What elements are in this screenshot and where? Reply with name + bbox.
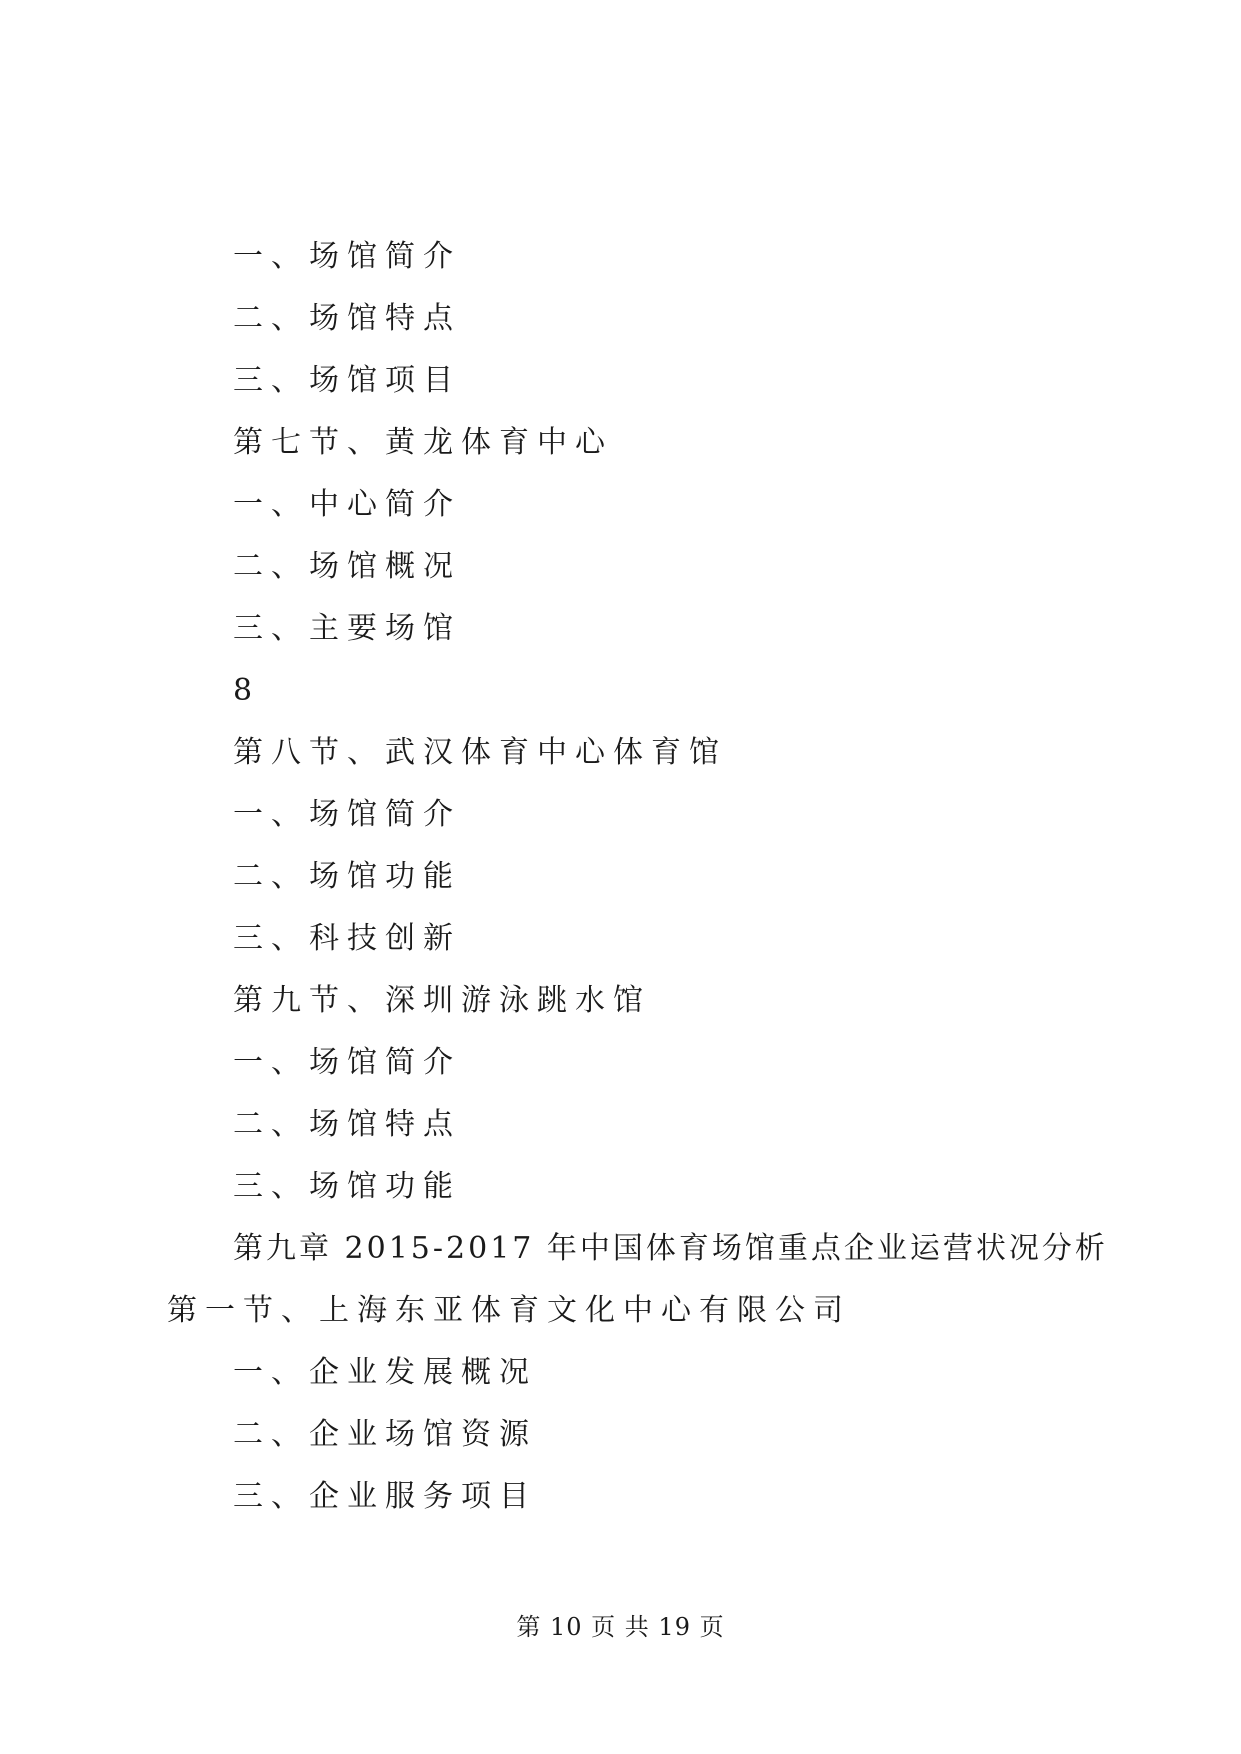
text-line: 二、企业场馆资源 — [233, 1417, 537, 1452]
text-line: 一、场馆简介 — [233, 1045, 461, 1080]
page-number-marker: 8 — [233, 673, 261, 708]
section-heading: 第七节、黄龙体育中心 — [233, 425, 613, 460]
text-line: 二、场馆概况 — [233, 549, 461, 584]
text-line: 三、企业服务项目 — [233, 1479, 537, 1514]
text-line: 一、场馆简介 — [233, 239, 461, 274]
text-line: 三、场馆项目 — [233, 363, 461, 398]
text-line: 一、场馆简介 — [233, 797, 461, 832]
section-heading: 第九节、深圳游泳跳水馆 — [233, 983, 651, 1018]
page-footer: 第 10 页 共 19 页 — [516, 1613, 725, 1641]
section-heading: 第八节、武汉体育中心体育馆 — [233, 735, 727, 770]
text-line: 二、场馆特点 — [233, 301, 461, 336]
text-line: 三、场馆功能 — [233, 1169, 461, 1204]
text-line: 二、场馆功能 — [233, 859, 461, 894]
chapter-heading: 第九章 2015-2017 年中国体育场馆重点企业运营状况分析 — [233, 1231, 1108, 1266]
text-line: 一、企业发展概况 — [233, 1355, 537, 1390]
section-heading: 第一节、上海东亚体育文化中心有限公司 — [167, 1293, 851, 1328]
text-line: 二、场馆特点 — [233, 1107, 461, 1142]
text-line: 三、科技创新 — [233, 921, 461, 956]
text-line: 一、中心简介 — [233, 487, 461, 522]
text-line: 三、主要场馆 — [233, 611, 461, 646]
